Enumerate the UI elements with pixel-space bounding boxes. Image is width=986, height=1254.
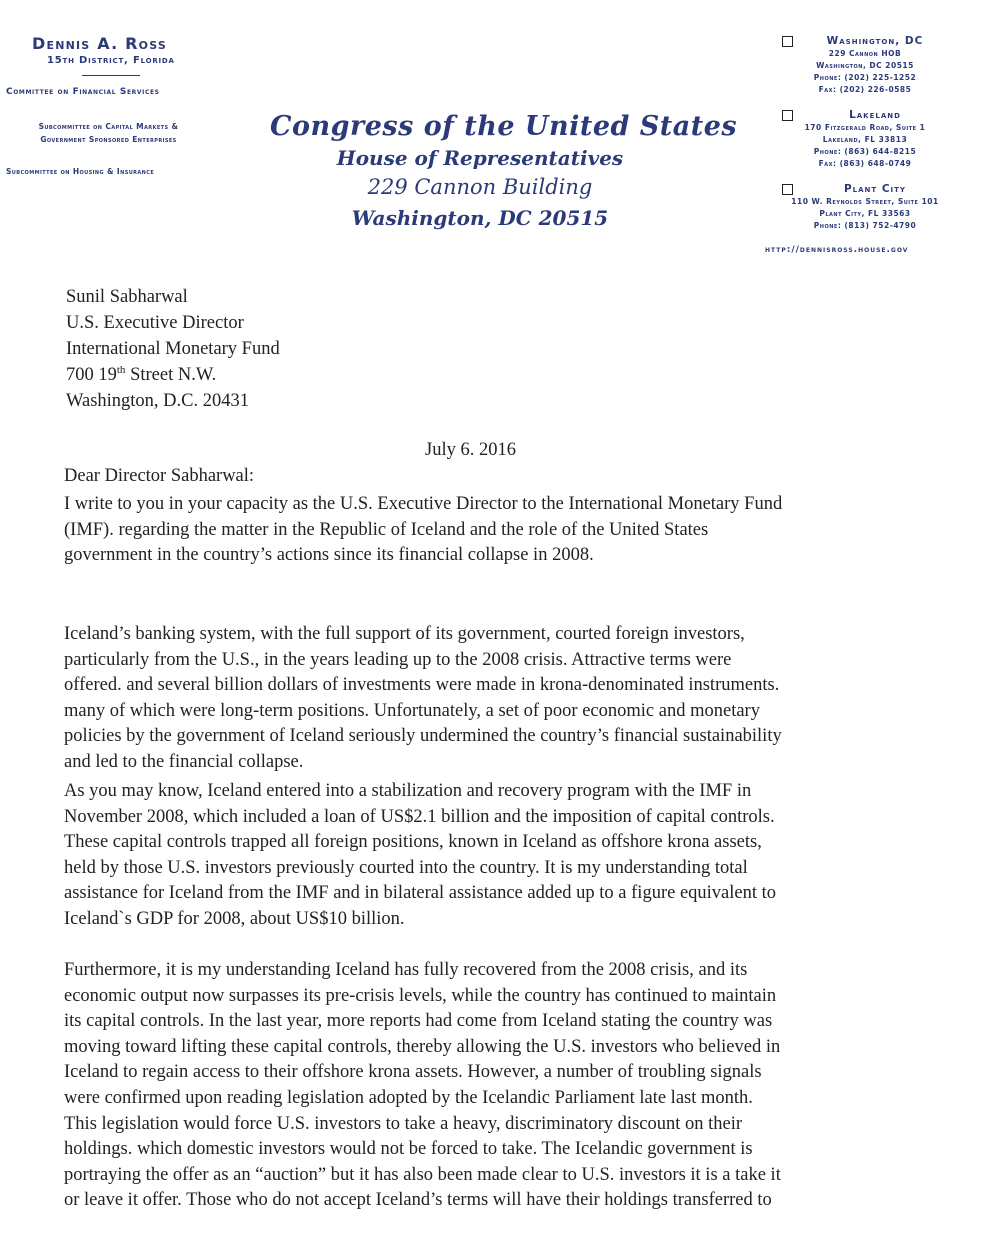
office-line: Plant City, FL 33563 [819,209,911,218]
office-line: Phone: (863) 644-8215 [813,147,917,156]
text-line: holdings. which domestic investors would not be forced to take. The Icelandic government is [64,1139,753,1160]
text-line: particularly from the U.S., in the years leading up to the 2008 crisis. Attractive terms were [64,649,732,670]
text-line: assistance for Iceland from the IMF and in bilateral assistance added up to a figure equivalent to [64,883,777,904]
text-line: Iceland’s banking system, with the full support of its government, courted foreign investors, [64,624,745,644]
text-line: many of which were long-term positions. Unfortunately, a set of poor economic and monetary [64,700,760,721]
recipient-street [66,362,280,388]
office-lakeland [760,108,970,170]
text-line: These capital controls trapped all foreign positions, known in Iceland as offshore krona assets, [64,832,762,853]
subcommittee-housing [6,165,154,178]
text-line: economic output now surpasses its pre-crisis levels, while the country has continued to maintain [64,985,777,1006]
text-line: or leave it offer. Those who do not accept Iceland’s terms will have their holdings transferred to [64,1190,772,1211]
recipient-address [66,284,280,414]
office-line: Lakeland, FL 33813 [822,135,908,144]
committee-name: Committee on Financial Services [6,87,160,97]
text-line: policies by the government of Iceland seriously undermined the country’s financial sustainability [64,726,782,747]
text-line: (IMF). regarding the matter in the Republic of Iceland and the role of the United States [64,519,709,540]
office-title: Washington, DC [826,35,924,47]
text-line: moving toward lifting these capital controls, thereby allowing the U.S. investors who believed in [64,1036,781,1057]
website-url: http://dennisross.house.gov [765,245,909,255]
office-title: Lakeland [849,109,901,121]
street-name: Street N.W. [125,365,217,385]
office-washington [760,34,970,96]
text-line: Iceland`s GDP for 2008, about US$10 billion. [64,908,405,929]
office-line: Washington, DC 20515 [816,61,914,70]
city-address: Washington, DC 20515 [351,206,609,230]
letterhead-divider [82,75,140,76]
recipient-org: International Monetary Fund [66,339,280,359]
member-name: Dennis A. Ross [32,34,167,53]
office-plant-city [760,182,970,232]
text-line: held by those U.S. investors previously courted into the country. It is my understanding total [64,857,748,878]
office-line: 110 W. Reynolds Street, Suite 101 [791,197,939,206]
recipient-city: Washington, D.C. 20431 [66,391,249,411]
text-line: November 2008, which included a loan of US$2.1 billion and the imposition of capital controls. [64,806,775,827]
text-line: As you may know, Iceland entered into a stabilization and recovery program with the IMF in [64,781,752,801]
checkbox-icon [782,184,793,195]
text-line: government in the country’s actions since its financial collapse in 2008. [64,545,594,566]
congress-title: Congress of the United States [270,111,738,142]
letterhead-center [270,110,738,234]
checkbox-icon [782,110,793,121]
subcommittee-line: Government Sponsored Enterprises [40,135,177,144]
text-line: and led to the financial collapse. [64,751,304,772]
checkbox-icon [782,36,793,47]
office-line: Fax: (202) 226-0585 [818,85,912,94]
paragraph [64,779,776,933]
office-line: Fax: (863) 648-0749 [818,159,912,168]
street-number: 700 19 [66,365,117,385]
paragraph [64,958,781,1214]
office-title: Plant City [843,183,907,195]
text-line: Iceland to regain access to their offshore krona assets. However, a number of troubling signals [64,1062,762,1083]
paragraph [64,622,782,776]
text-line: its capital controls. In the last year, more reports had come from Iceland stating the country was [64,1011,773,1032]
member-district: 15th District, Florida [47,55,175,66]
salutation: Dear Director Sabharwal: [64,466,255,486]
office-line: 170 Fitzgerald Road, Suite 1 [804,123,926,132]
text-line: Furthermore, it is my understanding Iceland has fully recovered from the 2008 crisis, and its [64,960,748,980]
office-line: Phone: (202) 225-1252 [813,73,917,82]
recipient-name: Sunil Sabharwal [66,287,188,307]
text-line: portraying the offer as an “auction” but it has also been made clear to U.S. investors it is a take it [64,1164,781,1185]
subcommittee-line: Subcommittee on Housing & Insurance [6,167,155,176]
text-line: offered. and several billion dollars of investments were made in krona-denominated instruments. [64,675,780,696]
subcommittee-capital-markets [6,120,211,146]
text-line: This legislation would force U.S. investors to take a heavy, discriminatory discount on their [64,1113,743,1134]
street-ordinal: th [116,363,126,376]
text-line: were confirmed upon reading legislation adopted by the Icelandic Parliament late last month. [64,1087,753,1108]
building-address: 229 Cannon Building [367,175,593,199]
subcommittee-line: Subcommittee on Capital Markets & [38,122,179,131]
house-title: House of Representatives [336,146,624,170]
office-line: 229 Cannon HOB [828,49,902,58]
paragraph [64,492,782,569]
office-line: Phone: (813) 752-4790 [813,221,917,230]
letter-date: July 6. 2016 [425,440,516,460]
recipient-title: U.S. Executive Director [66,313,244,333]
text-line: I write to you in your capacity as the U.S. Executive Director to the International Monetary Fund [64,494,783,514]
